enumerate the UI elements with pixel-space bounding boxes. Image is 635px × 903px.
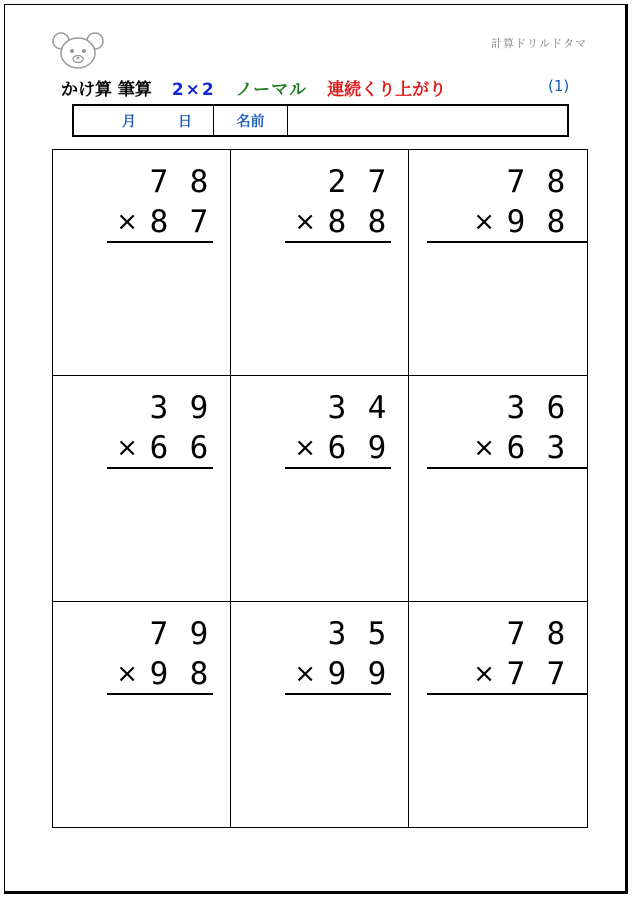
date-field[interactable] [74, 106, 214, 135]
multiplier-digit: 9 [367, 656, 387, 692]
multiplicand-digit: 7 [367, 164, 387, 200]
multiplicand-row [100, 388, 210, 428]
multiplicand-digit: 8 [546, 616, 566, 652]
multiplication-problem [278, 614, 388, 694]
multiplier-row [278, 654, 388, 694]
answer-rule [285, 241, 391, 243]
times-sign: × [473, 207, 495, 237]
multiplier-digit: 9 [367, 430, 387, 466]
multiplier-digit: 7 [546, 656, 566, 692]
times-sign: × [294, 207, 316, 237]
page-title [61, 75, 460, 100]
multiplicand-digit: 7 [149, 616, 169, 652]
title-level: ノーマル [235, 80, 308, 100]
multiplication-problem [278, 388, 388, 468]
answer-rule [427, 467, 587, 469]
multiplier-digit: 9 [506, 204, 526, 240]
answer-rule [427, 693, 587, 695]
multiplicand-digit: 7 [506, 616, 526, 652]
problem-cell[interactable] [409, 602, 587, 827]
multiplicand-row [278, 388, 388, 428]
multiplicand-digit: 9 [189, 390, 209, 426]
title-carry: 連続くり上がり [327, 80, 447, 100]
problem-grid [52, 149, 588, 828]
problem-cell[interactable] [409, 376, 587, 602]
multiplicand-digit: 3 [506, 390, 526, 426]
multiplicand-row [457, 162, 567, 202]
problem-cell[interactable] [53, 376, 231, 602]
worksheet [4, 4, 628, 894]
multiplicand-row [278, 162, 388, 202]
multiplicand-row [100, 162, 210, 202]
multiplicand-digit: 9 [189, 616, 209, 652]
multiplicand-digit: 8 [189, 164, 209, 200]
multiplier-digit: 9 [149, 656, 169, 692]
multiplier-row [457, 428, 567, 468]
multiplier-digit: 8 [327, 204, 347, 240]
multiplicand-digit: 8 [546, 164, 566, 200]
sheet-number: (1) [548, 77, 570, 95]
multiplier-row [278, 202, 388, 242]
multiplier-digit: 3 [546, 430, 566, 466]
multiplier-row [457, 202, 567, 242]
multiplicand-row [457, 388, 567, 428]
multiplier-digit: 6 [149, 430, 169, 466]
problem-cell[interactable] [53, 602, 231, 827]
multiplier-digit: 8 [189, 656, 209, 692]
multiplicand-row [278, 614, 388, 654]
multiplier-digit: 6 [189, 430, 209, 466]
answer-rule [107, 693, 213, 695]
times-sign: × [473, 659, 495, 689]
problem-cell[interactable] [53, 150, 231, 376]
problem-cell[interactable] [231, 376, 409, 602]
multiplicand-row [457, 614, 567, 654]
title-operation: かけ算 筆算 [61, 80, 152, 100]
times-sign: × [116, 207, 138, 237]
brand-label: 計算ドリルドタマ [491, 37, 587, 50]
multiplier-digit: 8 [367, 204, 387, 240]
multiplier-digit: 8 [546, 204, 566, 240]
answer-rule [107, 241, 213, 243]
times-sign: × [294, 433, 316, 463]
multiplicand-digit: 3 [149, 390, 169, 426]
multiplier-row [100, 654, 210, 694]
name-field[interactable] [288, 106, 567, 135]
answer-rule [285, 467, 391, 469]
multiplier-row [457, 654, 567, 694]
multiplier-digit: 7 [189, 204, 209, 240]
multiplicand-digit: 2 [327, 164, 347, 200]
answer-rule [427, 241, 587, 243]
multiplier-digit: 7 [506, 656, 526, 692]
month-label: 月 [122, 113, 136, 130]
multiplicand-digit: 5 [367, 616, 387, 652]
multiplier-digit: 6 [327, 430, 347, 466]
times-sign: × [294, 659, 316, 689]
multiplicand-row [100, 614, 210, 654]
multiplicand-digit: 3 [327, 390, 347, 426]
multiplier-digit: 9 [327, 656, 347, 692]
multiplier-digit: 6 [506, 430, 526, 466]
multiplier-row [100, 202, 210, 242]
multiplicand-digit: 7 [506, 164, 526, 200]
multiplicand-digit: 7 [149, 164, 169, 200]
multiplication-problem [457, 162, 567, 242]
times-sign: × [473, 433, 495, 463]
multiplier-row [278, 428, 388, 468]
multiplication-problem [100, 388, 210, 468]
problem-cell[interactable] [409, 150, 587, 376]
name-label: 名前 [214, 106, 288, 135]
multiplicand-digit: 3 [327, 616, 347, 652]
answer-rule [285, 693, 391, 695]
multiplicand-digit: 6 [546, 390, 566, 426]
bear-face-icon [51, 31, 105, 71]
title-digits: 2×2 [171, 80, 216, 100]
answer-rule [107, 467, 213, 469]
problem-cell[interactable] [231, 602, 409, 827]
multiplication-problem [457, 614, 567, 694]
multiplier-row [100, 428, 210, 468]
multiplication-problem [100, 614, 210, 694]
multiplier-digit: 8 [149, 204, 169, 240]
name-date-bar [72, 104, 569, 137]
day-label: 日 [178, 113, 192, 130]
multiplicand-digit: 4 [367, 390, 387, 426]
multiplication-problem [457, 388, 567, 468]
multiplication-problem [278, 162, 388, 242]
times-sign: × [116, 659, 138, 689]
multiplication-problem [100, 162, 210, 242]
times-sign: × [116, 433, 138, 463]
problem-cell[interactable] [231, 150, 409, 376]
